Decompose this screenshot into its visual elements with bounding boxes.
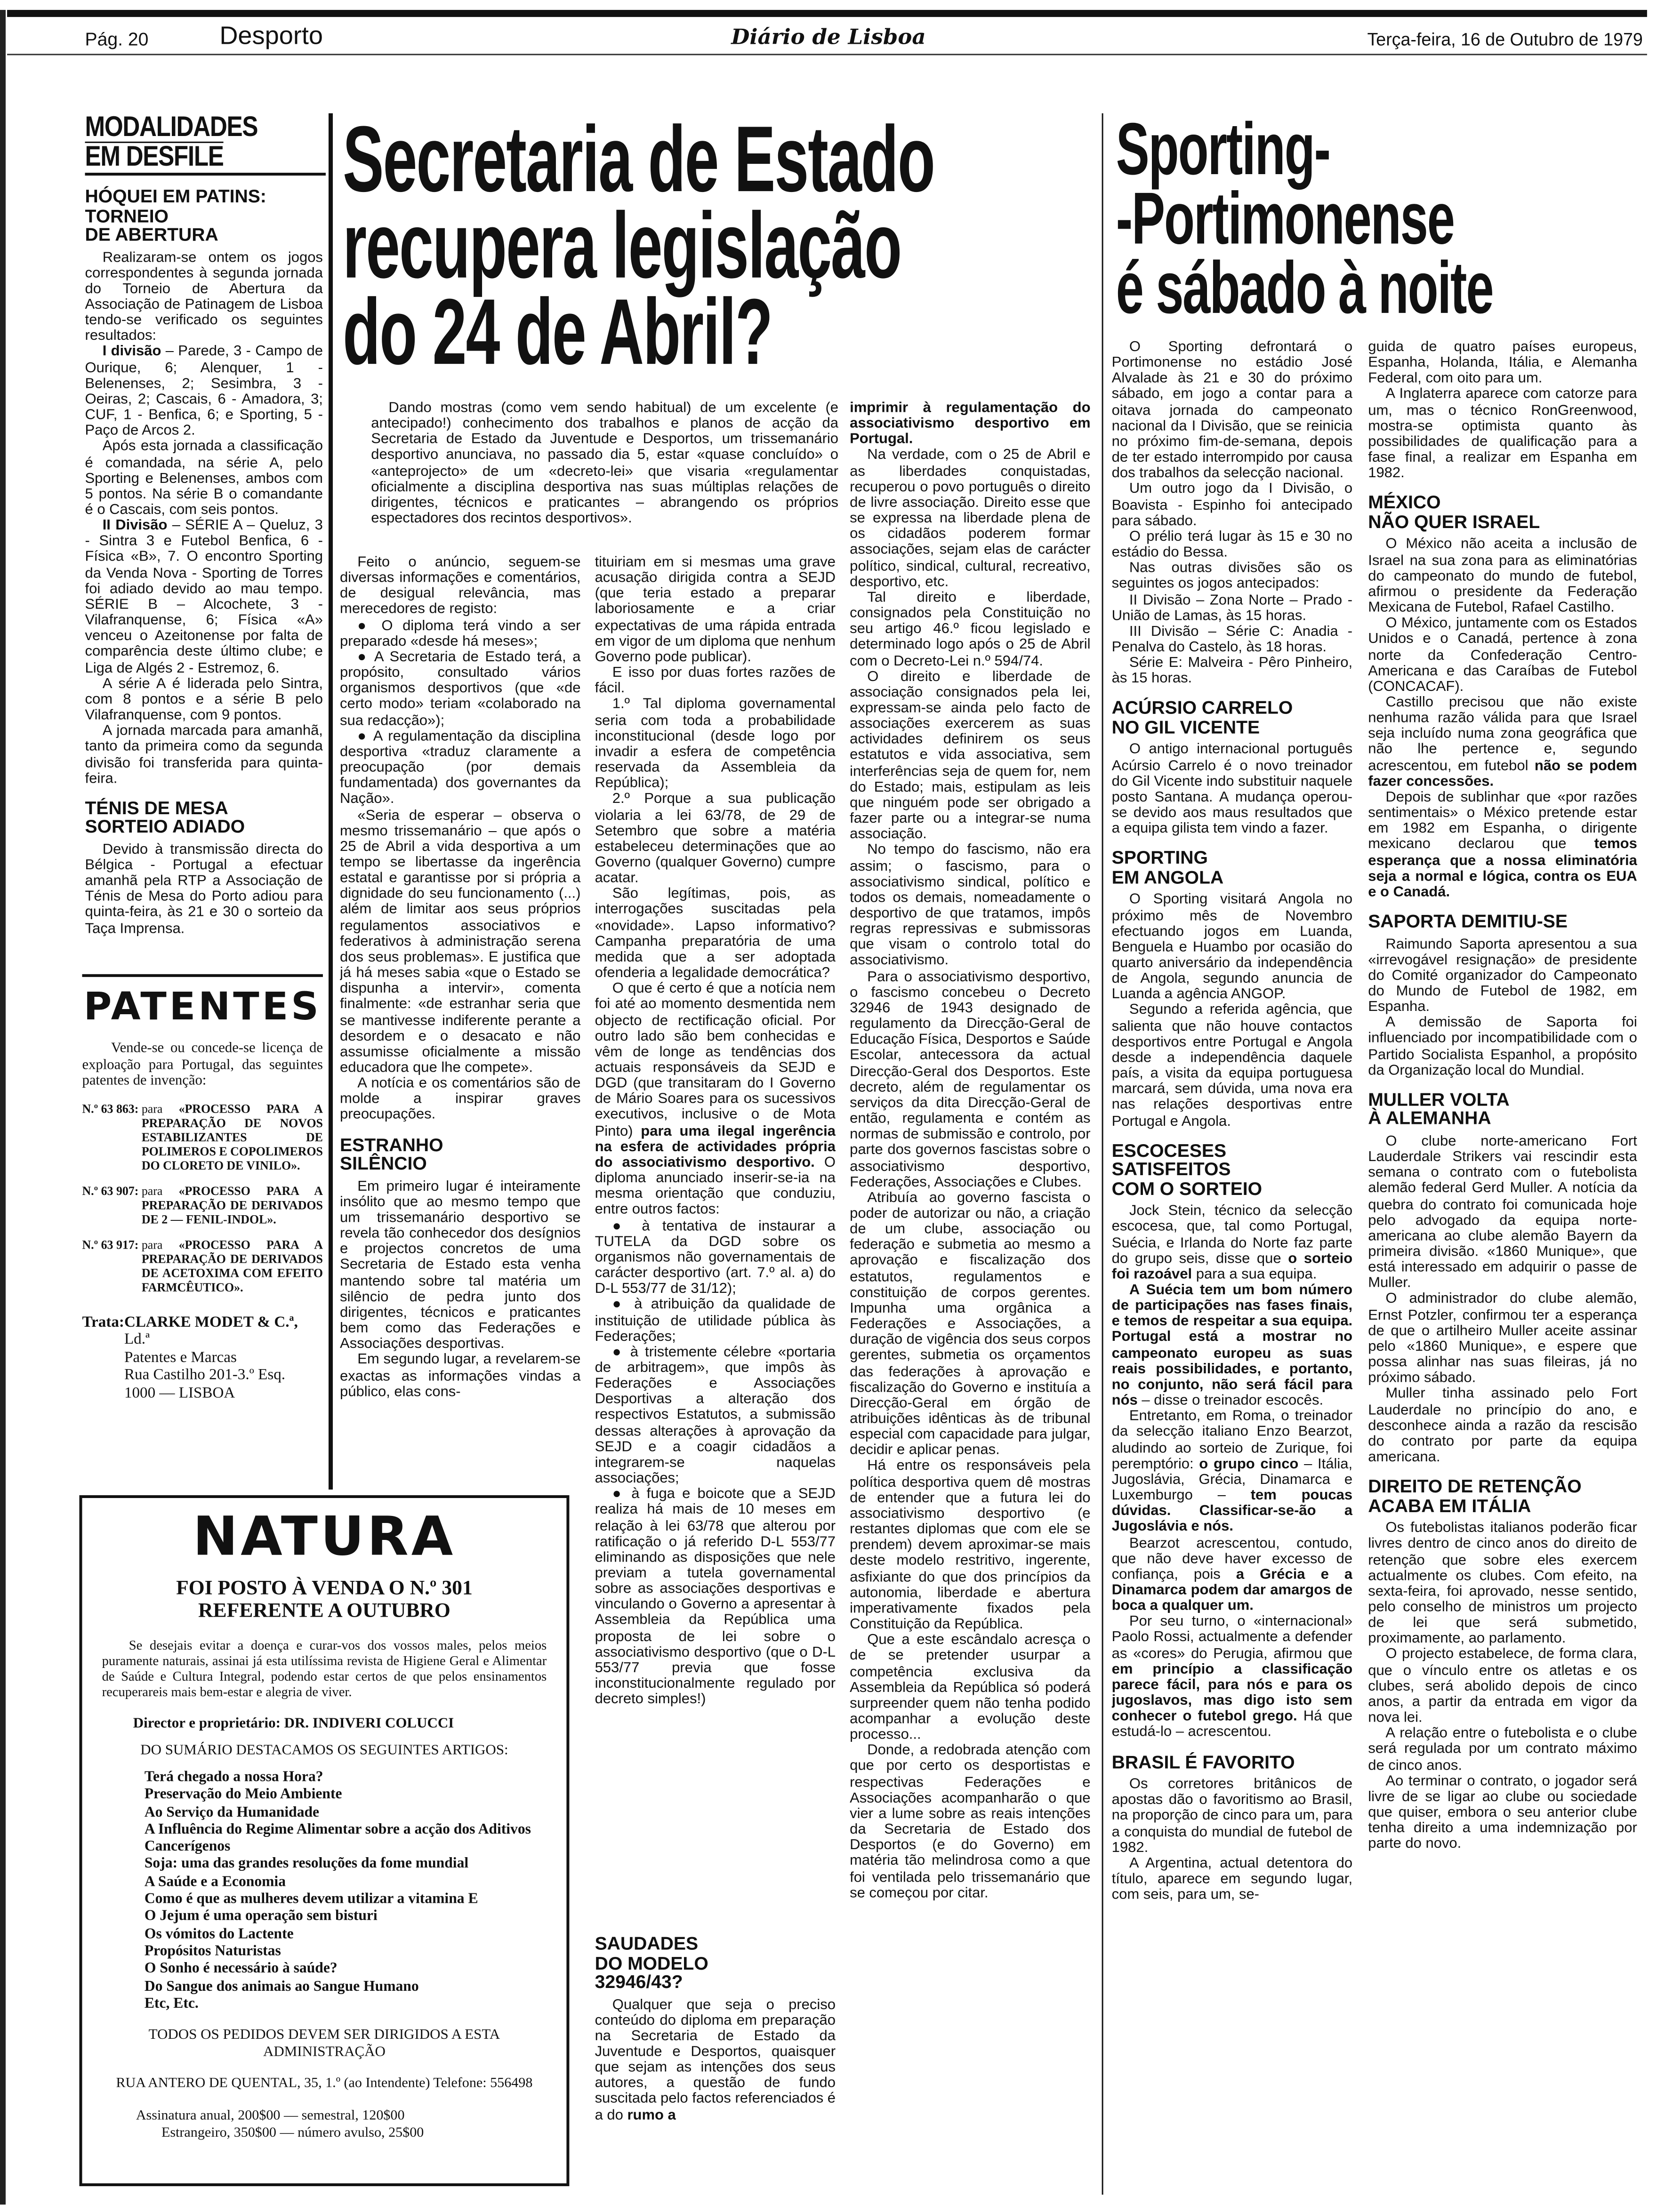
bold-text: para uma ilegal ingerência na esfera de actividades própria do associativismo desportivo.: [595, 1123, 836, 1171]
bold-text: rumo a: [627, 2108, 676, 2124]
list-item: A Influência do Regime Alimentar sobre a acção dos Aditivos Cancerígenos: [144, 1822, 531, 1855]
bold-text: o grupo cinco: [1199, 1456, 1299, 1472]
natura-intro: Se desejais evitar a doença e curar-vos dos vossos males, pelos meios puramente naturais, assinai já esta utilíssima revista de Higiene Geral e Alimentar de Saúde e Cultura Integral, podendo estar certos de que pelos ensinamentos recuperareis mais bem-estar e alegria de viver.: [102, 1639, 547, 1701]
natura-price: Estrangeiro, 350$00 — número avulso, 25$00: [161, 2124, 424, 2140]
natura-article-list: [102, 1770, 547, 2014]
text-run: O que é certo é que a notícia nem foi até ao momento desmentida nem objecto de rectificação oficial. Por outro lado são bem conhecidas e vêm de longe as tendências dos actuais responsáveis da SEJD e DGD (que transitaram do I Governo de Mário Soares para os sucessivos executivos, inclusive o de Mota Pinto): [595, 981, 836, 1139]
paragraph: Em primeiro lugar é inteiramente insólito que ao mesmo tempo que um trissemanário desportivo se revela tão conhecedor dos desígnios e projectos concretos de uma Secretaria de Estado esta venha mantendo sobre tal matéria um silêncio de pedra junto dos dirigentes, técnicos e praticantes bem como das Federações e Associações desportivas.: [340, 1178, 581, 1353]
paragraph: [1112, 1283, 1352, 1410]
paragraph: Atribuía ao governo fascista o poder de autorizar ou não, a criação de um clube, associação ou federação e submetia ao mesmo a aprovação e fiscalização dos estatutos, regulamentos e constituição de corpos gerentes. Impunha uma orgânica a Federações e Associações, a duração de vigência dos seus corpos gerentes, submetia os orçamentos das federações à aprovação e fiscalização do Governo e instituía a Direcção-Geral em órgão de atribuições idênticas às de tribunal especial com capacidade para julgar, decidir e aplicar penas.: [850, 1190, 1091, 1459]
natura-orders: TODOS OS PEDIDOS DEVEM SER DIRIGIDOS A ESTA ADMINISTRAÇÃO: [148, 2028, 500, 2060]
paragraph: Na verdade, com o 25 de Abril e as liberdades conquistadas, recuperou o povo português o direito de livre associação. Direito esse que se expressa na liberdade plena de os cidadãos poderem formar associações, sejam elas de carácter político, sindical, cultural, recreativo, desportivo, etc.: [850, 448, 1091, 590]
patent-para: para: [141, 1101, 163, 1115]
bold-text: tem poucas dúvidas. Classificar-se-ão a Jugoslávia e nós.: [1111, 1488, 1353, 1536]
text-run: para a sua equipa.: [1192, 1267, 1317, 1283]
paragraph: Raimundo Saporta apresentou a sua «irrevogável resignação» de presidente do Comité organizador do Campeonato do Mundo de Futebol de 1982, em Espanha.: [1368, 937, 1637, 1016]
paragraph: ● à atribuição da qualidade de instituição de utilidade pública às Federações;: [595, 1297, 836, 1345]
paragraph: A jornada marcada para amanhã, tanto da primeira como da segunda divisão foi transferida para quinta-feira.: [85, 723, 323, 787]
column-rule: [329, 113, 332, 1490]
main-headline: [343, 106, 1108, 384]
patent-item: [82, 1101, 322, 1171]
text-run: – SÉRIE A – Queluz, 3 - Sintra 3 e Futebol Benfica, 6 -Física «B», 7. O encontro Sporting da Venda Nova - Sporting de Torres foi adiado devido ao mau tempo. SÉRIE B – Alcochete, 3 -Vilafranquense, 6; Física «A» venceu o Azeitonense por falta de comparência deste último clube; e Liga de Algés 2 - Estremoz, 6.: [85, 518, 323, 676]
main-article-column-1: [340, 555, 580, 1498]
sporting-column-2: [1368, 340, 1637, 2192]
bold-text: o sorteio foi razoável: [1111, 1251, 1353, 1283]
subheading: MULLER VOLTA À ALEMANHA: [1368, 1089, 1510, 1129]
paragraph: O Sporting visitará Angola no próximo mês de Novembro efectuando jogos em Luanda, Benguela e Huambo por ocasião do quarto aniversário da independência de Angola, segundo anuncia de Luanda a agência ANGOP.: [1111, 892, 1353, 1003]
masthead: Diário de Lisboa: [731, 24, 926, 50]
paragraph: A Inglaterra aparece com catorze para um, mas o técnico RonGreenwood, mostra-se optimista quanto às possibilidades de qualificação para a fase final, a realizar em Espanha em 1982.: [1368, 387, 1637, 482]
paragraph: [1368, 695, 1637, 790]
subheading: DIREITO DE RETENÇÃO ACABA EM ITÁLIA: [1368, 1475, 1582, 1516]
subheading: ACÚRSIO CARRELO NO GIL VICENTE: [1111, 697, 1293, 738]
contact-line: Rua Castilho 201-3.º Esq.: [124, 1366, 286, 1384]
sporting-headline: [1116, 109, 1654, 330]
subheading: SAPORTA DEMITIU-SE: [1368, 910, 1568, 932]
paragraph: ● O diploma terá vindo a ser preparado «desde há meses»;: [340, 618, 581, 650]
paragraph: 2.º Porque a sua publicação violaria a lei 63/78, de 29 de Setembro que sobre a matéria estabeleceu determinações que ao Governo (qualquer Governo) cumpre acatar.: [595, 792, 836, 887]
text-run: Há que estudá-lo – acrescentou.: [1111, 1709, 1353, 1741]
paragraph: Muller tinha assinado pelo Fort Lauderdale no princípio do ano, e desconhece ainda a razão da rescisão do contrato por parte da equipa americana.: [1368, 1387, 1637, 1466]
main-article-intro: [371, 401, 838, 535]
box-title-line: EM DESFILE: [85, 141, 224, 173]
paragraph: O prélio terá lugar às 15 e 30 no estádio do Bessa.: [1111, 529, 1353, 561]
text-run: – disse o treinador escocês.: [1137, 1393, 1324, 1409]
list-item: O Sonho é necessário à saúde?: [144, 1961, 338, 1977]
column-rule: [1102, 113, 1103, 2195]
patent-number: N.º 63 917:: [82, 1236, 139, 1251]
header-divider: [7, 54, 1647, 55]
paragraph: O projecto estabelece, de forma clara, que o vínculo entre os atletas e os clubes, será abolido depois de cinco anos, a partir da entrada em vigor da nova lei.: [1368, 1647, 1637, 1726]
paragraph: 1.º Tal diploma governamental seria com toda a probabilidade inconstitucional (desde logo por invadir a esfera de competência reservada da Assembleia da República);: [595, 697, 836, 792]
headline-line: -Portimonense: [1116, 178, 1454, 261]
contact-line: Ld.ª: [124, 1330, 150, 1348]
paragraph: Dando mostras (como vem sendo habitual) de um excelente (e antecipado!) conhecimento dos trabalhos e planos de acção da Secretaria de Estado da Juventude e Desportos, um trissemanário desportivo anunciava, no passado dia 5, estar «quase concluído» o «anteprojecto» de um «decreto-lei» que visaria «regulamentar oficialmente a disciplina desportiva nas suas múltiplas relações de dirigentes, técnicos e praticantes – abrangendo os próprios espectadores dos recintos desportivos».: [371, 401, 839, 527]
paragraph: Feito o anúncio, seguem-se diversas informações e comentários, de desigual relevância, mas merecedores de registo:: [340, 555, 581, 618]
paragraph: Nas outras divisões são os seguintes os jogos antecipados:: [1111, 561, 1353, 593]
paragraph: [85, 519, 323, 677]
paragraph: E isso por duas fortes razões de fácil.: [595, 665, 836, 697]
paragraph: Tal direito e liberdade, consignados pela Constituição no seu artigo 46.º ficou legislado e determinado logo após o 25 de Abril com o Decreto-Lei n.º 594/74.: [850, 590, 1091, 669]
subheading: SAUDADES DO MODELO 32946/43?: [595, 1932, 708, 1992]
list-item: A Saúde e a Economia: [144, 1874, 286, 1890]
text-run: Castillo precisou que não existe nenhuma razão válida para que Israel seja incluído numa zona geográfica que não lhe pertence e, segundo acrescentou, em futebol: [1368, 695, 1637, 774]
natura-summary-label: DO SUMÁRIO DESTACAMOS OS SEGUINTES ARTIGOS:: [140, 1743, 508, 1759]
paragraph: São legítimas, pois, as interrogações suscitadas pela «novidade». Lapso informativo? Campanha preparatória de uma medida que a ser adoptada ofenderia a legalidade democrática?: [595, 887, 836, 982]
list-item: Ao Serviço da Humanidade: [144, 1804, 320, 1820]
patentes-title: PATENTES: [83, 985, 322, 1030]
paragraph: O direito e liberdade de associação consignados pela lei, expressam-se ainda pelo facto de associações exercerem as suas actividades definirem os seus estatutos e vida associativa, sem interferências seja de quem for, nem do Estado; mais, estipulam as leis que ninguém pode ser obrigado a fazer parte ou a integrar-se numa associação.: [850, 669, 1091, 843]
paragraph: Devido à transmissão directa do Bélgica - Portugal a efectuar amanhã pela RTP a Associação de Ténis de Mesa do Porto adiou para quinta-feira, às 21 e 30 o sorteio da Taça Imprensa.: [85, 842, 323, 937]
contact-line: Patentes e Marcas: [124, 1348, 237, 1366]
subheading: ESTRANHO SILÊNCIO: [340, 1133, 443, 1174]
paragraph: O clube norte-americano Fort Lauderdale Strikers vai rescindir esta semana o contrato com o futebolista alemão federal Gerd Muller. A notícia da quebra do contrato foi comunicada hoje pelo advogado da equipa norte-americana ao clube alemão Bayern da primeira divisão. «1860 Munique», que está interessado em adquirir o passe de Muller.: [1368, 1134, 1637, 1292]
bold-text: a Grécia e a Dinamarca podem dar amargos de boca a qualquer um.: [1111, 1567, 1353, 1615]
paragraph: [595, 1997, 836, 2124]
paragraph: O México não aceita a inclusão de Israel na sua zona para as eliminatórias do campeonato do mundo de futebol, afirmou o presidente da Federação Mexicana de Futebol, Rafael Castilho.: [1368, 537, 1637, 616]
paragraph: ● à tristemente célebre «portaria de arbitragem», que impôs às Federações e Associações Desportivas a alteração dos respectivos Estatutos, a submissão dessas alterações à aprovação da SEJD e a coagir cidadãos a integrarem-se naquelas associações;: [595, 1345, 836, 1487]
paragraph: Ao terminar o contrato, o jogador será livre de se ligar ao clube ou sociedade que quiser, embora o seu anterior clube tenha direito a uma indemnização por parte do novo.: [1368, 1773, 1637, 1853]
natura-director: Director e proprietário: DR. INDIVERI COLUCCI: [133, 1716, 454, 1732]
text-run: – Itália, Jugoslávia, Grécia, Dinamarca e Luxemburgo –: [1111, 1456, 1353, 1504]
patent-number: N.º 63 907:: [82, 1183, 139, 1197]
paragraph: Os futebolistas italianos poderão ficar livres dentro de cinco anos do direito de retenção que sobre eles exercem actualmente os clubes. Com efeito, na sexta-feira, foi aprovado, nesse sentido, pelo conselho de ministros um projecto de lei que será submetido, proximamente, ao parlamento.: [1368, 1521, 1637, 1647]
text-run: – Parede, 3 - Campo de Ourique, 6; Alenquer, 1 - Belenenses, 2; Sesimbra, 3 - Oeiras, 2; Cascais, 6 - Amadora, 3; CUF, 1 - Benfica, 6; e Sporting, 5 - Paço de Arcos 2.: [85, 345, 323, 440]
paragraph: A relação entre o futebolista e o clube será regulada por um contrato máximo de cinco anos.: [1368, 1726, 1637, 1774]
contact-line: CLARKE MODET & C.ª,: [124, 1313, 298, 1330]
bold-text: não se podem fazer concessões.: [1368, 758, 1637, 790]
page-number: Pág. 20: [85, 28, 149, 50]
patent-description: «PROCESSO PARA A PREPARAÇÃO DE NOVOS ESTABILIZANTES DE POLIMEROS E COPOLIMEROS DO CLORETO DE VINILO».: [141, 1101, 323, 1172]
paragraph: [595, 982, 836, 1218]
natura-address: RUA ANTERO DE QUENTAL, 35, 1.º (ao Intendente) Telefone: 556498: [116, 2076, 533, 2092]
headline-line: recupera legislação: [343, 192, 901, 297]
natura-subtitle: REFERENTE A OUTUBRO: [198, 1600, 450, 1623]
list-item: Terá chegado a nossa Hora?: [144, 1770, 323, 1786]
paragraph: O antigo internacional português Acúrsio Carrelo é o novo treinador do Gil Vicente indo substituir naquele posto Santana. A mudança operou-se devido aos maus resultados que a equipa gilista tem vindo a fazer.: [1111, 742, 1353, 837]
list-item: Os vómitos do Lactente: [144, 1926, 294, 1942]
bold-text: temos esperança que a nossa eliminatória seja a normal e lógica, contra os EUA e o Canadá.: [1368, 837, 1637, 900]
paragraph: Após esta jornada a classificação é comandada, na série A, pelo Sporting e Belenenses, ambos com 5 pontos. Na série B o comandante é o Cascais, com seis pontos.: [85, 439, 323, 519]
text-run: Jock Stein, técnico da selecção escocesa, que, tal como Portugal, Suécia, e Irlanda do Norte faz parte do grupo seis, disse que: [1111, 1203, 1353, 1267]
patent-para: para: [141, 1183, 163, 1197]
top-rule: [7, 10, 1647, 17]
list-item: Propósitos Naturistas: [144, 1944, 281, 1960]
paragraph: tituiriam em si mesmas uma grave acusação dirigida contra a SEJD (que teria estado a preparar laboriosamente e a criar expectativas de uma rápida entrada em vigor de um diploma que nenhum Governo pode publicar).: [595, 555, 836, 665]
paragraph: Segundo a referida agência, que salienta que não houve contactos desportivos entre Portugal e Angola desde a independência daquele país, a visita da equipa portuguesa marcará, sem dúvida, uma nova era nas relações desportivas entre Portugal e Angola.: [1111, 1003, 1353, 1130]
paragraph: [1112, 1615, 1352, 1741]
main-article-column-3: [850, 401, 1090, 2190]
paragraph: Um outro jogo da I Divisão, o Boavista - Espinho foi antecipado para sábado.: [1111, 482, 1353, 529]
list-item: Soja: uma das grandes resoluções da fome mundial: [144, 1857, 469, 1873]
paragraph: [1368, 790, 1637, 900]
headline-line: é sábado à noite: [1116, 248, 1493, 330]
paragraph: No tempo do fascismo, não era assim; o fascismo, para o associativismo sindical, político e todos os demais, nomeadamente o desportivo de que tratamos, impôs regras repressivas e submissoras que visam o controlo total do associativismo.: [850, 843, 1091, 970]
natura-price: Assinatura anual, 200$00 — semestral, 120$00: [136, 2108, 405, 2124]
paragraph: Donde, a redobrada atenção com que por certo os desportistas e respectivas Federações e Associações acompanharão o que vier a lume sobre as reais intenções da Secretaria de Estado dos Desportos (e do Governo) em matéria tão melindrosa como a que foi ventilada pelo trissemanário que se começou por citar.: [850, 1743, 1091, 1901]
text-run: Entretanto, em Roma, o treinador da selecção italiano Enzo Bearzot, aludindo ao sorteio de Zurique, foi peremptório:: [1111, 1409, 1353, 1472]
left-column-briefs: [85, 176, 323, 969]
paragraph: Os corretores britânicos de apostas dão o favoritismo ao Brasil, na proporção de cinco para um, para a conquista do mundial de futebol de 1982.: [1111, 1777, 1353, 1856]
paragraph: Há entre os responsáveis pela política desportiva quem dê mostras de entender que a futura lei do associativismo desportivo (e restantes diplomas que com ele se prendem) devem aproximar-se mais deste modelo restritivo, ingerente, asfixiante do que dos princípios da autonomia, liberdade e abertura imperativamente fixados pela Constituição da República.: [850, 1459, 1091, 1633]
paragraph: ● A Secretaria de Estado terá, a propósito, consultado vários organismos desportivos (que «de certo modo» teriam «colaborado na sua redacção»);: [340, 649, 581, 729]
text-run: O diploma anunciado inserir-se-ia na mesma orientação que conduziu, entre outros factos:: [595, 1155, 836, 1218]
left-edge-rule: [0, 10, 6, 2204]
headline-line: Sporting-: [1116, 109, 1330, 192]
text-run: Depois de sublinhar que «por razões sentimentais» o México pretende estar em 1982 em Espanha, o dirigente mexicano declarou que: [1368, 790, 1637, 853]
paragraph: ● A regulamentação da disciplina desportiva «traduz claramente a preocupação (por demais fundamentada) dos governantes da Nação».: [340, 729, 581, 808]
paragraph: «Seria de esperar – observa o mesmo trissemanário – que após o 25 de Abril a vida desportiva a um tempo se libertasse da ingerência estatal e garantisse por si própria a dignidade do seu funcionamento (...) além de limitar aos seus próprios regulamentos associativos e federativos à administração serena dos seus problemas». E justifica que já há meses sabia «que o Estado se dispunha a intervir», comenta finalmente: «de estranhar seria que se mantivesse indiferente perante a desordem e o desacato e não assumisse oficialmente a missão educadora que lhe compete».: [340, 808, 581, 1076]
section-box-title: [85, 113, 326, 176]
sporting-column-1: [1112, 340, 1352, 2192]
natura-ad: [79, 1495, 569, 2186]
patentes-ad: [82, 974, 322, 1487]
natura-subtitle: FOI POSTO À VENDA O N.º 301: [176, 1577, 473, 1600]
subheading: HÓQUEI EM PATINS: TORNEIO DE ABERTURA: [85, 185, 266, 245]
paragraph: Série E: Malveira - Pêro Pinheiro, às 15 horas.: [1111, 656, 1353, 687]
list-item: O Jejum é uma operação sem bisturi: [144, 1909, 378, 1925]
patent-number: N.º 63 863:: [82, 1101, 139, 1115]
patent-description: «PROCESSO PARA A PREPARAÇÃO DE DERIVADOS DE 2 — FENIL-INDOL».: [141, 1183, 323, 1226]
paragraph: [85, 345, 323, 439]
paragraph: ● à fuga e boicote que a SEJD realiza há mais de 10 meses em relação à lei 63/78 que alterou por ratificação o já referido D-L 553/77 eliminando as disposições que nele previam a tutela governamental sobre as associações desportivas e vinculando o Governo a apresentar à Assembleia da República uma proposta de lei sobre o associativismo desportivo (que o D-L 553/77 previa que fosse inconstitucionalmente regulado por decreto simples!): [595, 1487, 836, 1708]
bold-text: I divisão: [102, 345, 161, 361]
bold-text: II Divisão: [102, 518, 168, 534]
paragraph: O Sporting defrontará o Portimonense no estádio José Alvalade às 21 e 30 do próximo sábado, em jogo a contar para a oitava jornada do campeonato nacional da I Divisão, que se reinicia no próximo fim-de-semana, depois de ter estado interrompido por causa dos trabalhos da selecção nacional.: [1111, 340, 1353, 482]
bold-text: imprimir à regulamentação do associativismo desportivo em Portugal.: [850, 401, 1091, 448]
main-article-column-2b: [595, 1923, 836, 2192]
paragraph: II Divisão – Zona Norte – Prado - União de Lamas, às 15 horas.: [1111, 593, 1353, 624]
paragraph: Em segundo lugar, a revelarem-se exactas as informações vindas a público, elas cons-: [340, 1353, 581, 1400]
paragraph: O México, juntamente com os Estados Unidos e o Canadá, pertence à zona norte da Confederação Centro-Americana e das Caraíbas de Futebol (CONCACAF).: [1368, 616, 1637, 695]
patent-description: «PROCESSO PARA A PREPARAÇÃO DE DERIVADOS DE ACETOXIMA COM EFEITO FARMCÊUTICO».: [141, 1236, 323, 1294]
paragraph: Que a este escândalo acresça o de se pretender usurpar a competência exclusiva da Assembleia da República só poderá surpreender quem não tenha podido acompanhar a evolução deste processo...: [850, 1633, 1091, 1743]
bold-text: A Suécia tem um bom número de participações nas fases finais, e temos de respeitar a sua equipa. Portugal está a mostrar no campeonato europeu as suas reais possibilidades, e portanto, no conjunto, não será fácil para nós: [1111, 1282, 1353, 1409]
patent-item: [82, 1237, 322, 1293]
paragraph: A demissão de Saporta foi influenciado por incompatibilidade com o Partido Socialista Espanhol, a propósito da Organização local do Mundial.: [1368, 1015, 1637, 1079]
issue-date: Terça-feira, 16 de Outubro de 1979: [1367, 30, 1643, 50]
list-item: Preservação do Meio Ambiente: [144, 1787, 342, 1803]
bold-text: em princípio a classificação parece fácil, para nós e para os jugoslavos, mas digo isto sem conhecer o futebol grego.: [1111, 1662, 1353, 1725]
paragraph: ● à tentativa de instaurar a TUTELA da DGD sobre os organismos não governamentais de carácter desportivo (art. 7.º al. a) do D-L 553/77 de 31/12);: [595, 1218, 836, 1298]
paragraph: Para o associativismo desportivo, o fascismo concebeu o Decreto 32946 de 1943 designado de regulamento da Direcção-Geral de Educação Física, Desportos e Saúde Escolar, antecessora da actual Direcção-Geral dos Desportos. Este decreto, além de regulamentar os serviços da dita Direcção-Geral de então, regulamenta e contém as normas de submissão e controlo, por parte dos governos fascistas sobre o associativismo desportivo, Federações, Associações e Clubes.: [850, 969, 1091, 1191]
text-run: Bearzot acrescentou, contudo, que não deve haver excesso de confiança, pois: [1111, 1535, 1353, 1583]
section-name: Desporto: [219, 21, 323, 50]
subheading: MÉXICO NÃO QUER ISRAEL: [1368, 492, 1540, 532]
paragraph: Realizaram-se ontem os jogos correspondentes à segunda jornada do Torneio de Abertura da Associação de Patinagem de Lisboa tendo-se verificado os seguintes resultados:: [85, 250, 323, 345]
subheading: SPORTING EM ANGOLA: [1111, 847, 1224, 888]
list-item: Como é que as mulheres devem utilizar a vitamina E: [144, 1891, 478, 1907]
box-title-line: MODALIDADES: [85, 112, 258, 143]
patentes-contact: [82, 1313, 322, 1402]
trata-label: Trata:: [82, 1313, 124, 1330]
natura-title: NATURA: [193, 1505, 456, 1568]
paragraph: A série A é liderada pelo Sintra, com 8 pontos e a série B pelo Vilafranquense, com 9 pontos.: [85, 676, 323, 724]
patentes-intro: Vende-se ou concede-se licença de exploação para Portugal, das seguintes patentes de invenção:: [82, 1041, 323, 1089]
text-run: Qualquer que seja o preciso conteúdo do diploma em preparação na Secretaria de Estado da Juventude e Desportos, quaisquer que sejam as intenções dos seus autores, a questão de fundo suscitada pelo factos referenciados é a do: [595, 1997, 836, 2124]
paragraph: [1112, 1536, 1352, 1615]
patent-para: para: [141, 1236, 163, 1251]
contact-line: 1000 — LISBOA: [124, 1384, 235, 1401]
headline-line: do 24 de Abril?: [343, 279, 772, 384]
list-item: Etc, Etc.: [144, 1996, 199, 2012]
headline-line: Secretaria de Estado: [343, 106, 934, 211]
subheading: BRASIL É FAVORITO: [1111, 1751, 1295, 1772]
paragraph: A Argentina, actual detentora do título, aparece em segundo lugar, com seis, para um, se-: [1111, 1856, 1353, 1903]
patent-item: [82, 1183, 322, 1226]
text-run: Por seu turno, o «internacional» Paolo Rossi, actualmente a defender as «cores» do Perugia, afirmou que: [1111, 1614, 1353, 1662]
paragraph: A notícia e os comentários são de molde a inspirar graves preocupações.: [340, 1076, 581, 1124]
paragraph: III Divisão – Série C: Anadia -Penalva do Castelo, às 18 horas.: [1111, 624, 1353, 656]
paragraph: O administrador do clube alemão, Ernst Potzler, confirmou ter a esperança de que o artilheiro Muller aceite assinar pelo «1860 Munique», e espere que possa alinhar nas suas fileiras, já no próximo sábado.: [1368, 1292, 1637, 1387]
subheading: ESCOCESES SATISFEITOS COM O SORTEIO: [1111, 1139, 1263, 1199]
subheading: TÉNIS DE MESA SORTEIO ADIADO: [85, 797, 245, 837]
paragraph: guida de quatro países europeus, Espanha, Holanda, Itália, e Alemanha Federal, com oito para um.: [1368, 340, 1637, 387]
list-item: Do Sangue dos animais ao Sangue Humano: [144, 1979, 419, 1995]
paragraph: [850, 401, 1090, 448]
paragraph: [1112, 1409, 1352, 1536]
paragraph: [1112, 1204, 1352, 1283]
main-article-column-2: [595, 555, 836, 1781]
